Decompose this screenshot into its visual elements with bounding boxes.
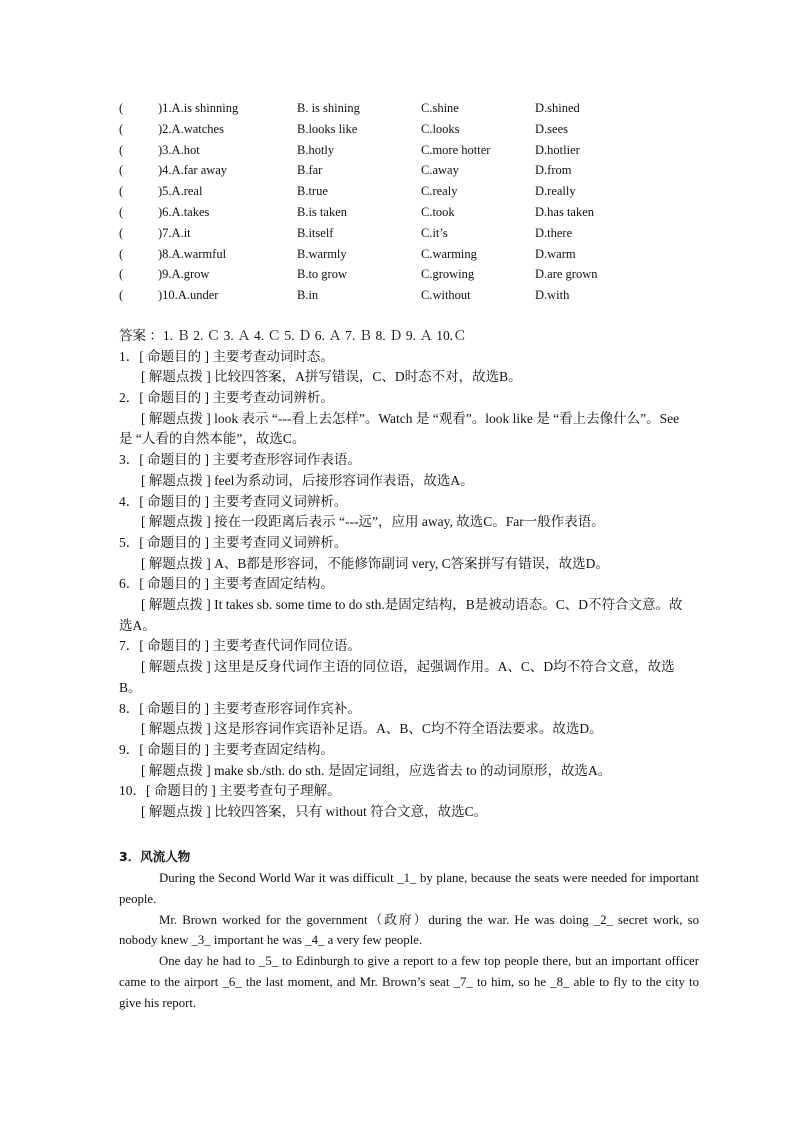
option-b: B.is taken [297, 204, 347, 219]
option-a: )1.A.is shinning [158, 101, 239, 115]
option-c: C.it’s [421, 225, 448, 240]
option-c: C.without [421, 288, 471, 303]
answer-tip: [ 解题点拨 ] feel为系动词，后接形容词作表语，故选A。 [141, 472, 474, 488]
option-a: )2.A.watches [158, 121, 224, 136]
passage-paragraph-3: One day he had to _5_ to Edinburgh to give a report to a few top people there, but an important officer came to the airport _6_ the last moment, and Mr. Brown’s seat _7_ to him, so he _8_ able to fly to the city to give his report. [119, 954, 699, 1010]
option-d: D.are grown [535, 267, 598, 282]
answer-aim: 2．[ 命题目的 ] 主要考查动词辨析。 [119, 390, 334, 406]
option-paren: ( [119, 204, 124, 219]
answer-aim: 3．[ 命题目的 ] 主要考查形容词作表语。 [119, 452, 361, 468]
option-paren: ( [119, 288, 124, 303]
option-d: D.warm [535, 246, 576, 261]
option-b: B.far [297, 163, 323, 178]
answer-aim: 5．[ 命题目的 ] 主要考查同义词辨析。 [119, 534, 348, 550]
option-a: )6.A.takes [158, 204, 210, 219]
option-c: C.more hotter [421, 142, 491, 157]
option-paren: ( [119, 142, 124, 157]
answer-tip: [ 解题点拨 ] 比较四答案，只有 without 符合文意，故选C。 [141, 804, 488, 819]
passage-paragraph-2: Mr. Brown worked for the government（政府）during the war. He was doing _2_ secret work, so nobody knew _3_ important he was _4_ a very few people. [119, 912, 699, 948]
answer-tip: [ 解题点拨 ] 接在一段距离后表示 “---远”，应用 away, 故选C。Far一般作表语。 [141, 514, 605, 530]
answer-tip: [ 解题点拨 ] make sb./sth. do sth. 是固定词组，应选省去 to 的动词原形，故选A。 [141, 762, 612, 778]
answer-key: 答案 ：1. Ｂ 2. Ｃ 3. Ａ 4. Ｃ 5. Ｄ 6. Ａ 7. Ｂ 8. Ｄ 9. Ａ 10.Ｃ [119, 328, 467, 343]
answer-aim: 6．[ 命题目的 ] 主要考查固定结构。 [119, 576, 334, 592]
option-d: D.really [535, 184, 576, 199]
option-d: D.hotlier [535, 142, 580, 157]
option-paren: ( [119, 267, 124, 282]
option-a: )4.A.far away [158, 163, 228, 178]
option-b: B.itself [297, 225, 334, 240]
option-paren: ( [119, 225, 124, 240]
option-a: )9.A.grow [158, 267, 210, 282]
option-a: )5.A.real [158, 184, 203, 199]
option-b: B.hotly [297, 142, 335, 157]
answer-aim: 4．[ 命题目的 ] 主要考查同义词辨析。 [119, 493, 348, 509]
option-c: C.took [421, 204, 455, 219]
answer-aim: 1．[ 命题目的 ] 主要考查动词时态。 [119, 348, 334, 364]
option-c: C.shine [421, 101, 459, 115]
option-d: D.has taken [535, 204, 595, 219]
option-a: )10.A.under [158, 288, 219, 303]
option-paren: ( [119, 163, 124, 178]
answer-tip: [ 解题点拨 ] 这里是反身代词作主语的同位语，起强调作用。A、C、D均不符合文意，故选 B。 [119, 659, 675, 695]
answer-aim: 8．[ 命题目的 ] 主要考查形容词作宾补。 [119, 700, 361, 716]
answer-tip: [ 解题点拨 ] 比较四答案，A拼写错误，C、D时态不对，故选B。 [141, 369, 522, 385]
option-d: D.shined [535, 101, 580, 115]
answer-tip: [ 解题点拨 ] It takes sb. some time to do sth.是固定结构，B是被动语态。C、D不符合文意。故选A。 [119, 597, 683, 633]
answer-tip: [ 解题点拨 ] look 表示 “---看上去怎样”。Watch 是 “观看”。look like 是 “看上去像什么”。See是 “人看的自然本能”，故选C。 [119, 410, 680, 447]
option-d: D.sees [535, 121, 568, 136]
answers-section [119, 326, 689, 823]
answer-aim: 7．[ 命题目的 ] 主要考查代词作同位语。 [119, 638, 361, 654]
answer-tip: [ 解题点拨 ] 这是形容词作宾语补足语。A、B、C均不符全语法要求。故选D。 [141, 721, 603, 737]
passage-paragraph-1: During the Second World War it was difficult _1_ by plane, because the seats were needed for important people. [119, 871, 699, 906]
option-b: B. is shining [297, 101, 360, 115]
option-b: B.looks like [297, 121, 358, 136]
option-a: )8.A.warmful [158, 246, 227, 261]
option-b: B.in [297, 288, 319, 303]
option-b: B.to grow [297, 267, 347, 282]
answer-aim: 10．[ 命题目的 ] 主要考查句子理解。 [119, 783, 341, 799]
passage-section [119, 846, 699, 1014]
option-b: B.true [297, 184, 328, 199]
answer-tip: [ 解题点拨 ] A、B都是形容词，不能修饰副词 very, C答案拼写有错误，故选D。 [141, 555, 609, 571]
option-c: C.growing [421, 267, 475, 282]
option-c: C.warming [421, 246, 477, 261]
option-c: C.away [421, 163, 459, 178]
option-paren: ( [119, 246, 124, 261]
option-a: )7.A.it [158, 225, 191, 240]
option-a: )3.A.hot [158, 142, 200, 157]
answer-aim: 9．[ 命题目的 ] 主要考查固定结构。 [119, 741, 334, 757]
option-c: C.looks [421, 121, 460, 136]
option-paren: ( [119, 101, 124, 115]
option-d: D.with [535, 288, 570, 303]
section-title: 3．风流人物 [119, 849, 191, 864]
option-d: D.there [535, 225, 573, 240]
option-d: D.from [535, 163, 572, 178]
option-b: B.warmly [297, 246, 347, 261]
option-paren: ( [119, 121, 124, 136]
option-c: C.realy [421, 184, 458, 199]
option-paren: ( [119, 184, 124, 199]
